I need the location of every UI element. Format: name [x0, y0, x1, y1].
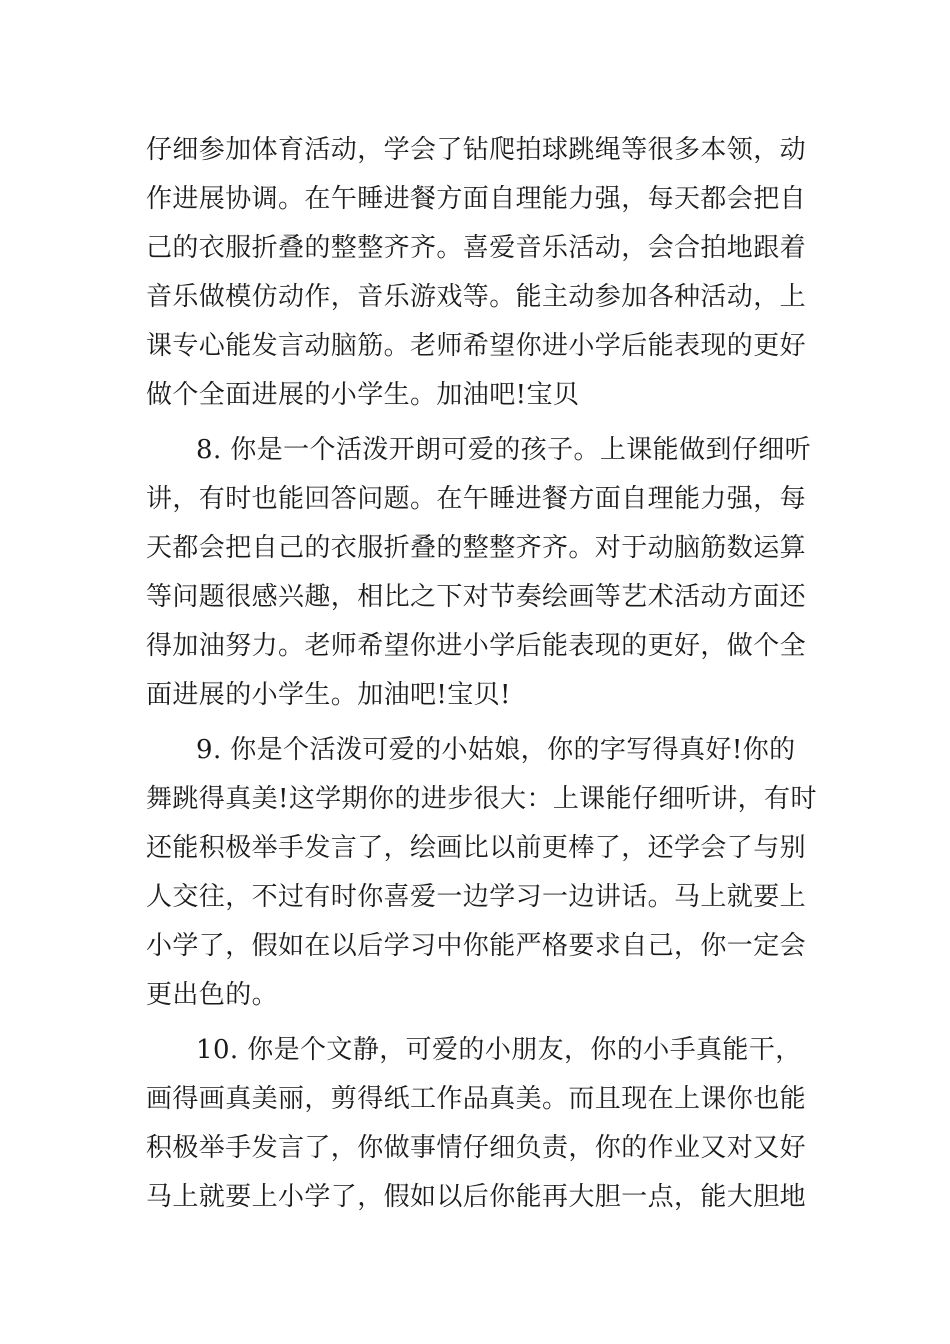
paragraph-9-line-6: 更出色的。: [146, 980, 279, 1010]
paragraph-10-line-1: 10. 你是个文静，可爱的小朋友，你的小手真能干，: [196, 1035, 802, 1065]
paragraph-10-line-2: 画得画真美丽，剪得纸工作品真美。而且现在上课你也能: [146, 1084, 807, 1114]
paragraph-1-line-6: 做个全面进展的小学生。加油吧!宝贝: [146, 380, 580, 410]
paragraph-9-line-4: 人交往，不过有时你喜爱一边学习一边讲话。马上就要上: [146, 882, 807, 912]
paragraph-8-line-3: 天都会把自己的衣服折叠的整整齐齐。对于动脑筋数运算: [146, 533, 807, 563]
paragraph-1-line-5: 课专心能发言动脑筋。老师希望你进小学后能表现的更好: [146, 331, 807, 361]
paragraph-1-line-1: 仔细参加体育活动，学会了钻爬拍球跳绳等很多本领，动: [146, 135, 807, 165]
paragraph-8-line-1: 8. 你是一个活泼开朗可爱的孩子。上课能做到仔细听: [196, 435, 812, 465]
paragraph-10-line-3: 积极举手发言了，你做事情仔细负责，你的作业又对又好: [146, 1133, 807, 1163]
paragraph-8-line-2: 讲，有时也能回答问题。在午睡进餐方面自理能力强，每: [146, 484, 807, 514]
paragraph-8-line-5: 得加油努力。老师希望你进小学后能表现的更好，做个全: [146, 631, 807, 661]
paragraph-1-line-2: 作进展协调。在午睡进餐方面自理能力强，每天都会把自: [146, 184, 807, 214]
paragraph-9-line-2: 舞跳得真美!这学期你的进步很大：上课能仔细听讲，有时: [146, 784, 817, 814]
paragraph-9-line-5: 小学了，假如在以后学习中你能严格要求自己，你一定会: [146, 931, 807, 961]
paragraph-8-line-4: 等问题很感兴趣，相比之下对节奏绘画等艺术活动方面还: [146, 582, 807, 612]
paragraph-8-line-6: 面进展的小学生。加油吧!宝贝!: [146, 680, 511, 710]
paragraph-1-line-3: 己的衣服折叠的整整齐齐。喜爱音乐活动，会合拍地跟着: [146, 233, 807, 263]
paragraph-9-line-3: 还能积极举手发言了，绘画比以前更棒了，还学会了与别: [146, 833, 807, 863]
paragraph-1-line-4: 音乐做模仿动作，音乐游戏等。能主动参加各种活动，上: [146, 282, 807, 312]
paragraph-10-line-4: 马上就要上小学了，假如以后你能再大胆一点，能大胆地: [146, 1182, 807, 1212]
paragraph-9-line-1: 9. 你是个活泼可爱的小姑娘，你的字写得真好!你的: [196, 735, 796, 765]
